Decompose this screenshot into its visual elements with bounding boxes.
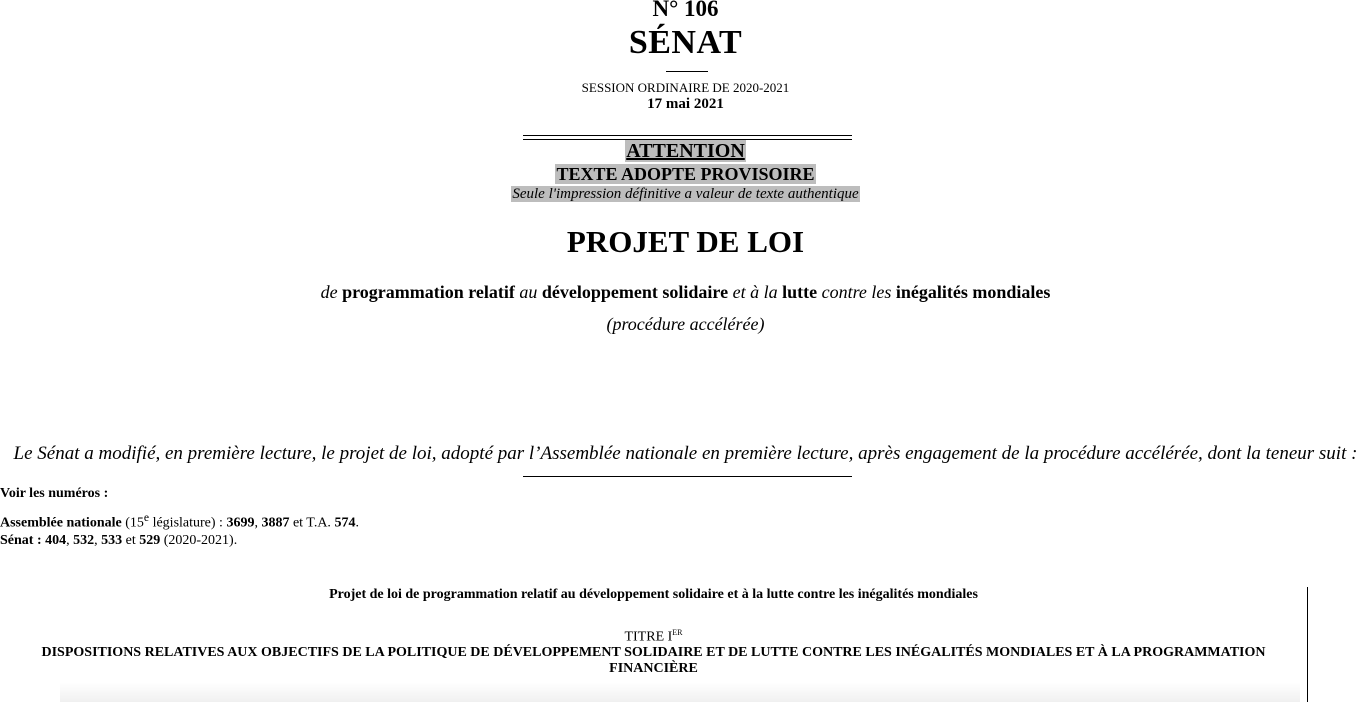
subtitle-contre-les: contre les — [821, 282, 892, 302]
subtitle-de: de — [320, 282, 338, 302]
bill-subtitle — [0, 282, 1371, 303]
session-label: SESSION ORDINAIRE DE 2020-2021 — [581, 80, 790, 95]
bill-heading: PROJET DE LOI — [566, 224, 805, 259]
intro-paragraph: Le Sénat a modifié, en première lecture, le projet de loi, adopté par l’Assemblée nationale en première lecture, après engagement de la procédure accélérée, dont la teneur suit : — [13, 443, 1358, 464]
authentic-note — [0, 186, 1371, 203]
provisional-label: TEXTE ADOPTE PROVISOIRE — [556, 164, 815, 184]
bill-full-title: Projet de loi de programmation relatif au développement solidaire et à la lutte contre les inégalités mondiales — [329, 587, 978, 602]
senat-references: Sénat : 404, 532, 533 et 529 (2020-2021). — [0, 533, 238, 548]
margin-line — [1307, 587, 1308, 702]
senat-et: et — [125, 533, 136, 548]
senat-number-3: 533 — [101, 533, 123, 548]
procedure-note: (procédure accélérée) — [606, 314, 765, 334]
provisional-text-banner — [0, 164, 1371, 185]
an-legislature-close: législature) : — [152, 515, 223, 531]
references-heading: Voir les numéros : — [0, 486, 109, 501]
an-number-3: 574 — [334, 515, 356, 531]
short-divider — [666, 71, 708, 72]
subtitle-et-a-la: et à la — [732, 282, 778, 302]
an-number-1: 3699 — [226, 515, 255, 531]
assemblee-references: Assemblée nationale (15e législature) : 3699, 3887 et T.A. 574. — [0, 511, 359, 531]
subtitle-programmation: programmation relatif — [342, 282, 515, 302]
titre-label: TITRE I — [624, 629, 673, 645]
senat-label: Sénat : — [0, 533, 42, 548]
chamber-name: SÉNAT — [628, 24, 743, 61]
an-number-2: 3887 — [261, 515, 290, 531]
intro-divider — [523, 476, 852, 477]
attention-label: ATTENTION — [626, 140, 745, 162]
senat-number-2: 532 — [73, 533, 95, 548]
page-bottom-shadow — [60, 682, 1300, 702]
authentic-note-text: Seule l'impression définitive a valeur de texte authentique — [512, 186, 859, 202]
an-et-ta: et T.A. — [292, 515, 331, 531]
titre-suffix: ER — [672, 628, 683, 637]
senat-number-4: 529 — [139, 533, 161, 548]
senat-years: (2020-2021). — [163, 533, 238, 548]
an-legislature-sup: e — [143, 511, 150, 524]
subtitle-developpement: développement solidaire — [541, 282, 729, 302]
document-number: N° 106 — [652, 0, 719, 21]
an-legislature-open: (15 — [125, 515, 144, 531]
attention-banner — [0, 140, 1371, 163]
subtitle-au: au — [519, 282, 538, 302]
document-date: 17 mai 2021 — [647, 96, 724, 112]
titre-heading — [0, 628, 1307, 646]
dispositions-heading: DISPOSITIONS RELATIVES AUX OBJECTIFS DE LA POLITIQUE DE DÉVELOPPEMENT SOLIDAIRE ET DE LUTTE CONTRE LES INÉGALITÉS MONDIALES ET À LA PROGRAMMATION FINANCIÈRE — [41, 645, 1266, 676]
subtitle-inegalites: inégalités mondiales — [895, 282, 1051, 302]
an-label: Assemblée nationale — [0, 515, 122, 531]
subtitle-lutte: lutte — [782, 282, 818, 302]
senat-number-1: 404 — [45, 533, 67, 548]
